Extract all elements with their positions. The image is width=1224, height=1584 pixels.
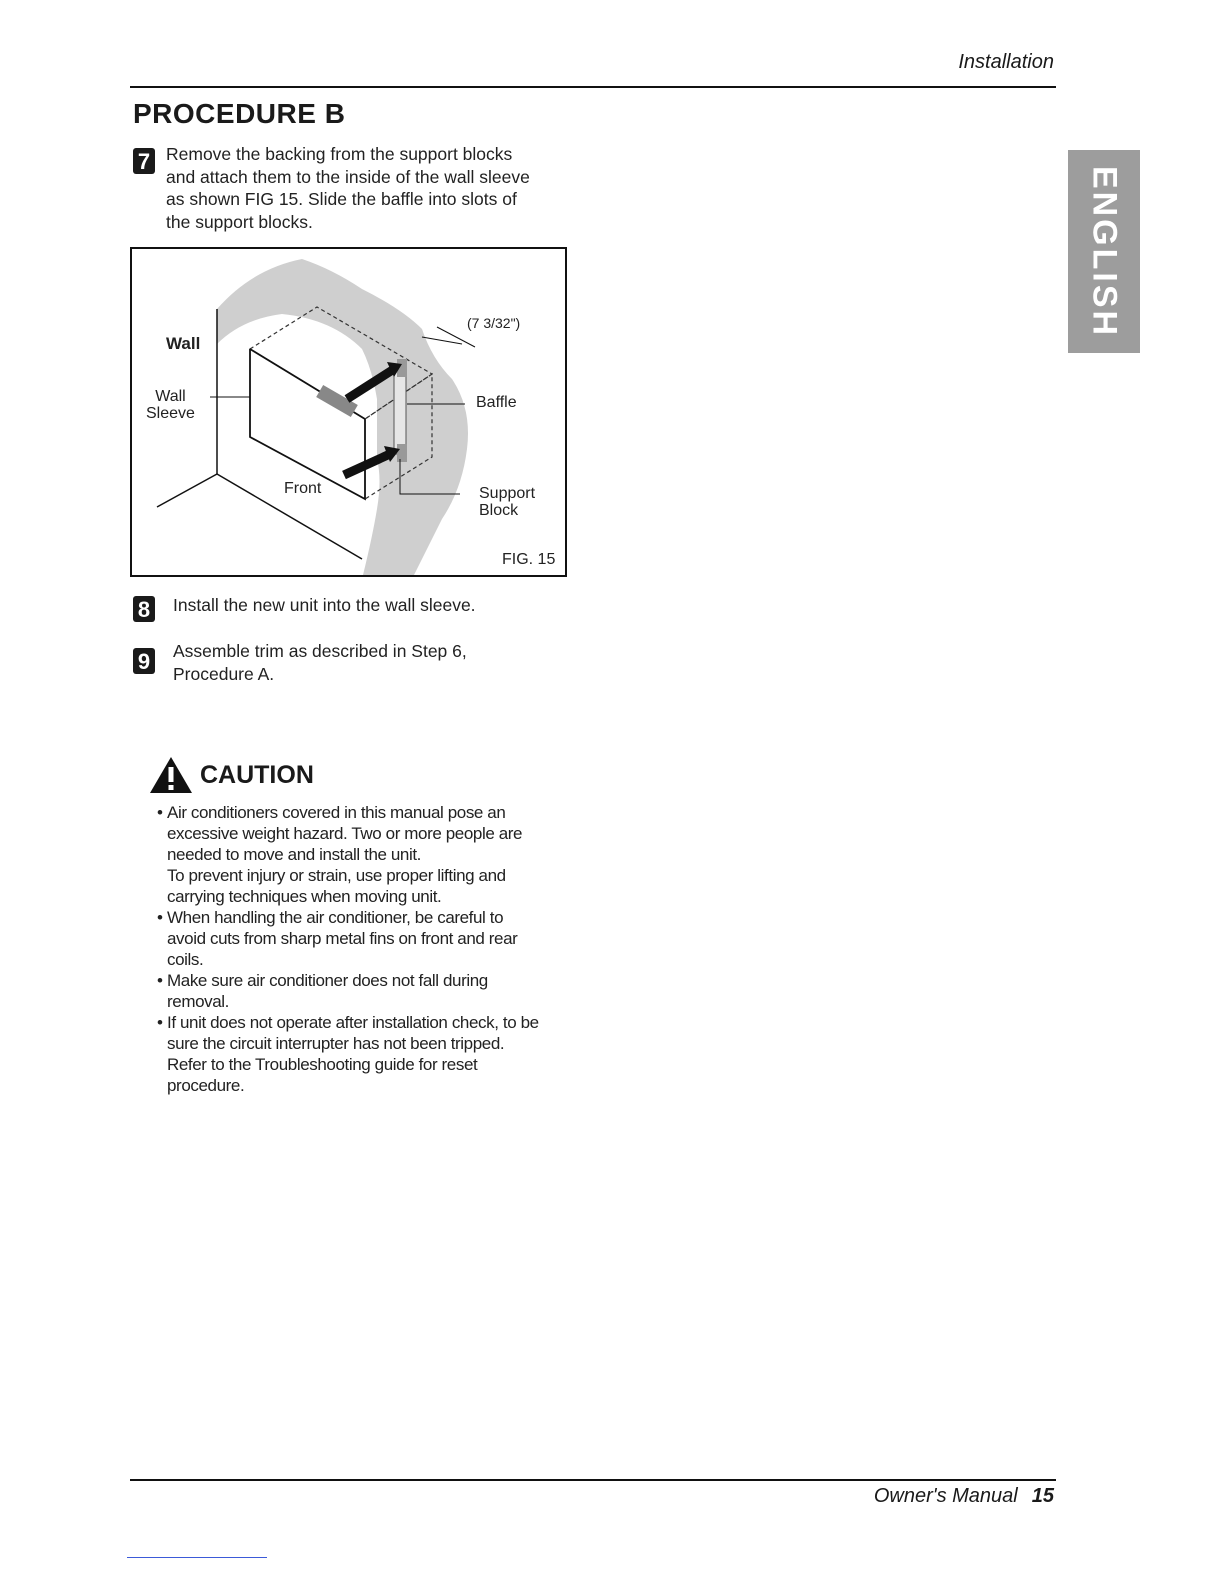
link-underline	[127, 1557, 267, 1558]
step-9-badge: 9	[133, 648, 155, 674]
figure-caption: FIG. 15	[502, 551, 556, 568]
caution-header	[148, 755, 314, 795]
step-9-text: Assemble trim as described in Step 6, Procedure A.	[173, 641, 467, 684]
procedure-title: PROCEDURE B	[133, 98, 346, 129]
caution-list	[157, 802, 577, 1096]
step-7-text: Remove the backing from the support blocks and attach them to the inside of the wall sleeve as shown FIG 15. Slide the baffle into slots of the support blocks.	[166, 144, 530, 233]
caution-item: • Air conditioners covered in this manual pose an excessive weight hazard. Two or more people are needed to move and install the unit. To prevent injury or strain, use proper lifting and carrying techniques when moving unit.	[157, 802, 577, 907]
language-tab-label: ENGLISH	[1085, 165, 1124, 338]
caution-item: • When handling the air conditioner, be careful to avoid cuts from sharp metal fins on front and rear coils.	[157, 907, 577, 970]
caution-title: CAUTION	[200, 760, 314, 789]
manual-label: Owner's Manual	[873, 1485, 1018, 1507]
wall-sleeve-label: Wall Sleeve	[146, 388, 195, 422]
figure-15	[130, 247, 567, 577]
caution-item: • If unit does not operate after installation check, to be sure the circuit interrupter has not been tripped. Refer to the Troubleshooting guide for reset procedure.	[157, 1012, 577, 1096]
warning-icon	[148, 755, 194, 795]
language-tab	[1068, 150, 1140, 353]
page-footer	[874, 1485, 1054, 1508]
support-block-label: Support Block	[479, 485, 536, 519]
wall-sleeve-diagram	[132, 249, 567, 577]
front-label: Front	[284, 480, 322, 497]
header-rule	[130, 86, 1056, 88]
step-7-badge: 7	[133, 148, 155, 174]
footer-rule	[130, 1479, 1056, 1481]
page-number: 15	[1031, 1485, 1054, 1507]
dimension-label: (7 3/32")	[467, 315, 521, 331]
step-8-badge: 8	[133, 596, 155, 622]
wall-label: Wall	[166, 334, 201, 353]
step-8-text: Install the new unit into the wall sleeve.	[173, 595, 476, 615]
section-header: Installation	[958, 51, 1054, 73]
baffle-label: Baffle	[476, 394, 517, 411]
caution-item: • Make sure air conditioner does not fall during removal.	[157, 970, 577, 1012]
